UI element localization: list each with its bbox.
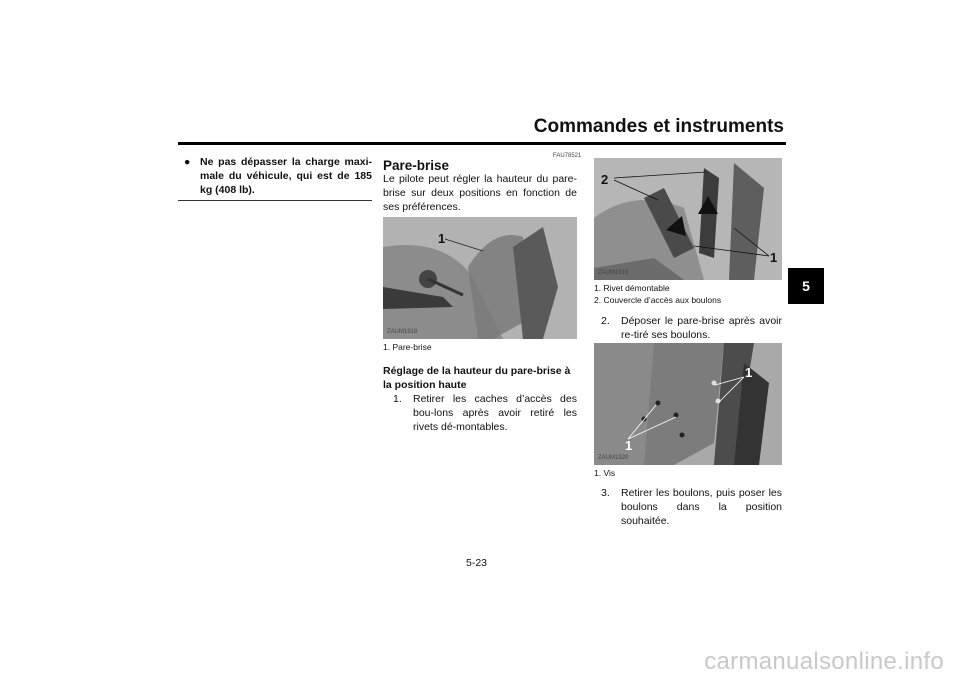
step-3	[601, 486, 782, 528]
figure3-callout-bottom: 1	[625, 438, 633, 453]
section-title: Pare-brise	[383, 158, 450, 173]
step-2-text: Déposer le pare-brise après avoir re-tiré ses boulons.	[621, 315, 782, 341]
step-1	[393, 392, 577, 434]
rivet-cover-illustration	[594, 158, 782, 280]
figure3-image-code: ZAUM1920	[598, 455, 629, 461]
figure3-caption: 1. Vis	[594, 468, 616, 478]
step-2	[601, 314, 782, 342]
load-warning	[184, 155, 372, 197]
figure3-callout-top: 1	[745, 365, 753, 380]
header-rule	[178, 142, 786, 145]
section-code: FAU78521	[553, 153, 582, 159]
step-1-number: 1.	[393, 393, 402, 405]
figure2-image-code: ZAUM1919	[598, 270, 629, 276]
bullet-icon: ●	[184, 156, 191, 168]
rivet-cover-photo	[594, 158, 782, 280]
section-intro: Le pilote peut régler la hauteur du pare-brise sur deux positions en fonction de ses préférences.	[383, 173, 577, 213]
chapter-tab: 5	[788, 268, 824, 304]
step-3-number: 3.	[601, 487, 610, 499]
load-warning-text: Ne pas dépasser la charge maxi-male du véhicule, qui est de 185 kg (408 lb).	[200, 156, 372, 196]
screws-illustration	[594, 343, 782, 465]
figure1-caption: 1. Pare-brise	[383, 342, 432, 352]
figure2-callout-2: 2	[601, 172, 609, 187]
page-number: 5-23	[466, 557, 488, 569]
windshield-photo	[383, 217, 577, 339]
screws-photo	[594, 343, 782, 465]
windshield-illustration	[383, 217, 577, 339]
step-2-number: 2.	[601, 315, 610, 327]
warning-end-rule	[178, 200, 372, 201]
figure2-callout-1: 1	[770, 250, 778, 265]
figure2-caption-2: 2. Couvercle d’accès aux boulons	[594, 295, 722, 305]
figure2-caption-1: 1. Rivet démontable	[594, 283, 670, 293]
subheading-high-position: Réglage de la hauteur du pare-brise à la position haute	[383, 365, 571, 391]
watermark-link[interactable]: carmanualsonline.info	[704, 648, 944, 675]
step-3-text: Retirer les boulons, puis poser les boulons dans la position souhaitée.	[621, 487, 782, 527]
step-1-text: Retirer les caches d’accès des bou-lons après avoir retiré les rivets dé-montables.	[413, 393, 577, 433]
page-header-title: Commandes et instruments	[533, 116, 784, 137]
figure1-callout: 1	[438, 231, 446, 246]
figure1-image-code: ZAUM1918	[387, 329, 418, 335]
